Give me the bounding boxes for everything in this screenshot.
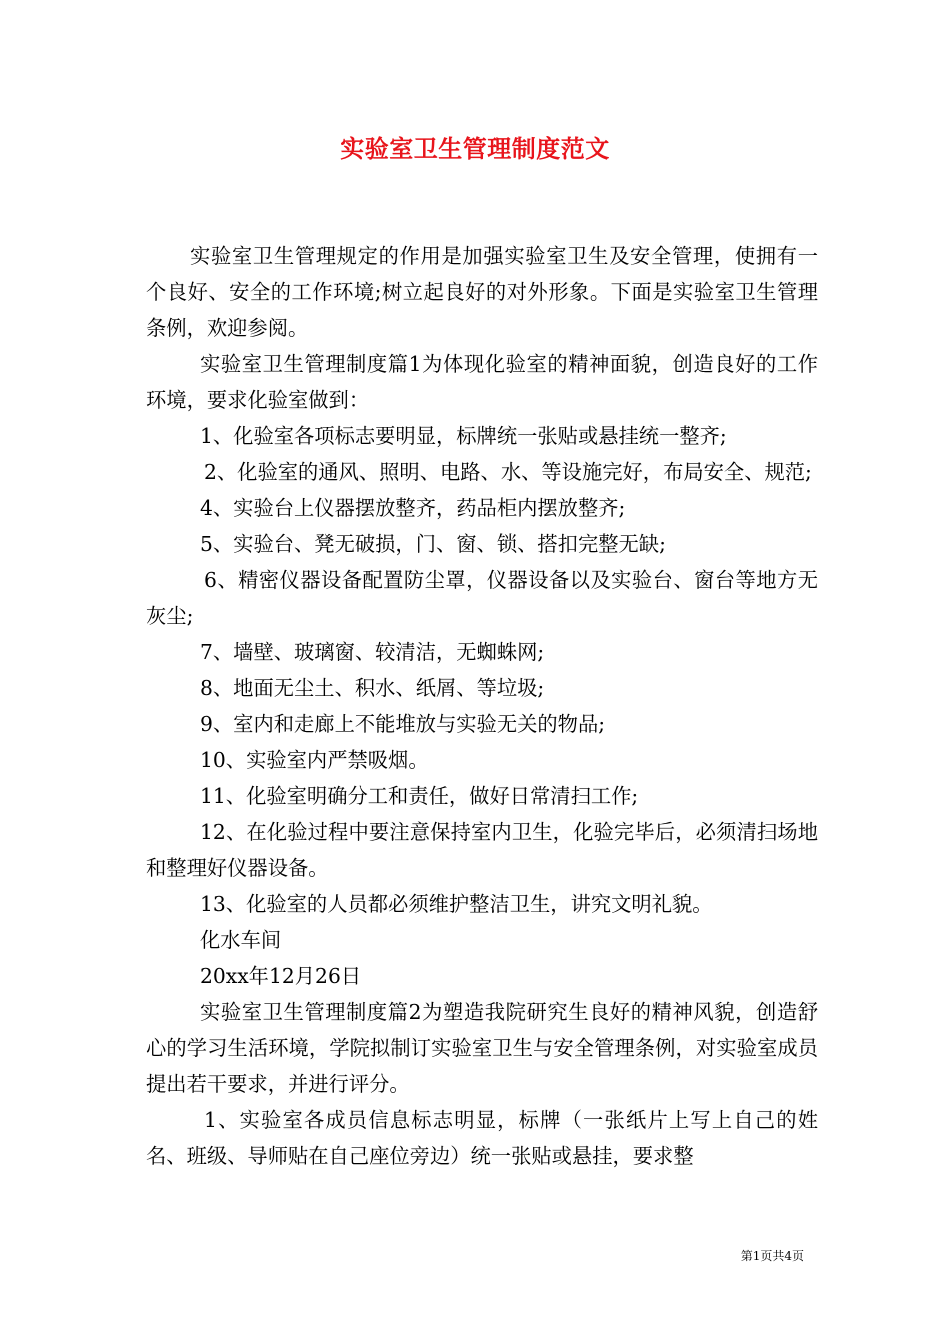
page-number-footer: 第1页共4页 <box>740 1249 804 1263</box>
signature-date: 20xx年12月26日 <box>200 964 362 988</box>
page-title: 实验室卫生管理制度范文 <box>340 134 610 163</box>
list-item: 10、实验室内严禁吸烟。 <box>200 748 429 772</box>
document-body <box>146 238 818 1174</box>
list-item: 13、化验室的人员都必须维护整洁卫生，讲究文明礼貌。 <box>200 892 713 916</box>
paragraph-intro: 实验室卫生管理规定的作用是加强实验室卫生及安全管理，使拥有一个良好、安全的工作环境;树立起良好的对外形象。下面是实验室卫生管理条例，欢迎参阅。 <box>146 244 818 340</box>
list-item: 1、实验室各成员信息标志明显，标牌（一张纸片上写上自己的姓名、班级、导师贴在自己座位旁边）统一张贴或悬挂，要求整 <box>146 1108 818 1168</box>
list-item: 9、室内和走廊上不能堆放与实验无关的物品; <box>200 712 606 736</box>
paragraph-section-1-intro: 实验室卫生管理制度篇1为体现化验室的精神面貌，创造良好的工作环境，要求化验室做到： <box>146 352 818 412</box>
list-item: 4、实验台上仪器摆放整齐，药品柜内摆放整齐; <box>200 496 626 520</box>
paragraph-section-2-intro: 实验室卫生管理制度篇2为塑造我院研究生良好的精神风貌，创造舒心的学习生活环境，学院拟制订实验室卫生与安全管理条例，对实验室成员提出若干要求，并进行评分。 <box>146 1000 818 1096</box>
list-item: 12、在化验过程中要注意保持室内卫生，化验完毕后，必须清扫场地和整理好仪器设备。 <box>146 820 818 880</box>
signature-department: 化水车间 <box>200 928 282 952</box>
list-item: 7、墙壁、玻璃窗、较清洁，无蜘蛛网; <box>200 640 545 664</box>
list-item: 2、化验室的通风、照明、电路、水、等设施完好，布局安全、规范; <box>204 460 812 484</box>
list-item: 6、精密仪器设备配置防尘罩，仪器设备以及实验台、窗台等地方无灰尘; <box>146 568 818 628</box>
list-item: 8、地面无尘土、积水、纸屑、等垃圾; <box>200 676 545 700</box>
list-item: 1、化验室各项标志要明显，标牌统一张贴或悬挂统一整齐; <box>200 424 727 448</box>
list-item: 5、实验台、凳无破损，门、窗、锁、搭扣完整无缺; <box>200 532 666 556</box>
list-item: 11、化验室明确分工和责任，做好日常清扫工作; <box>200 784 639 808</box>
